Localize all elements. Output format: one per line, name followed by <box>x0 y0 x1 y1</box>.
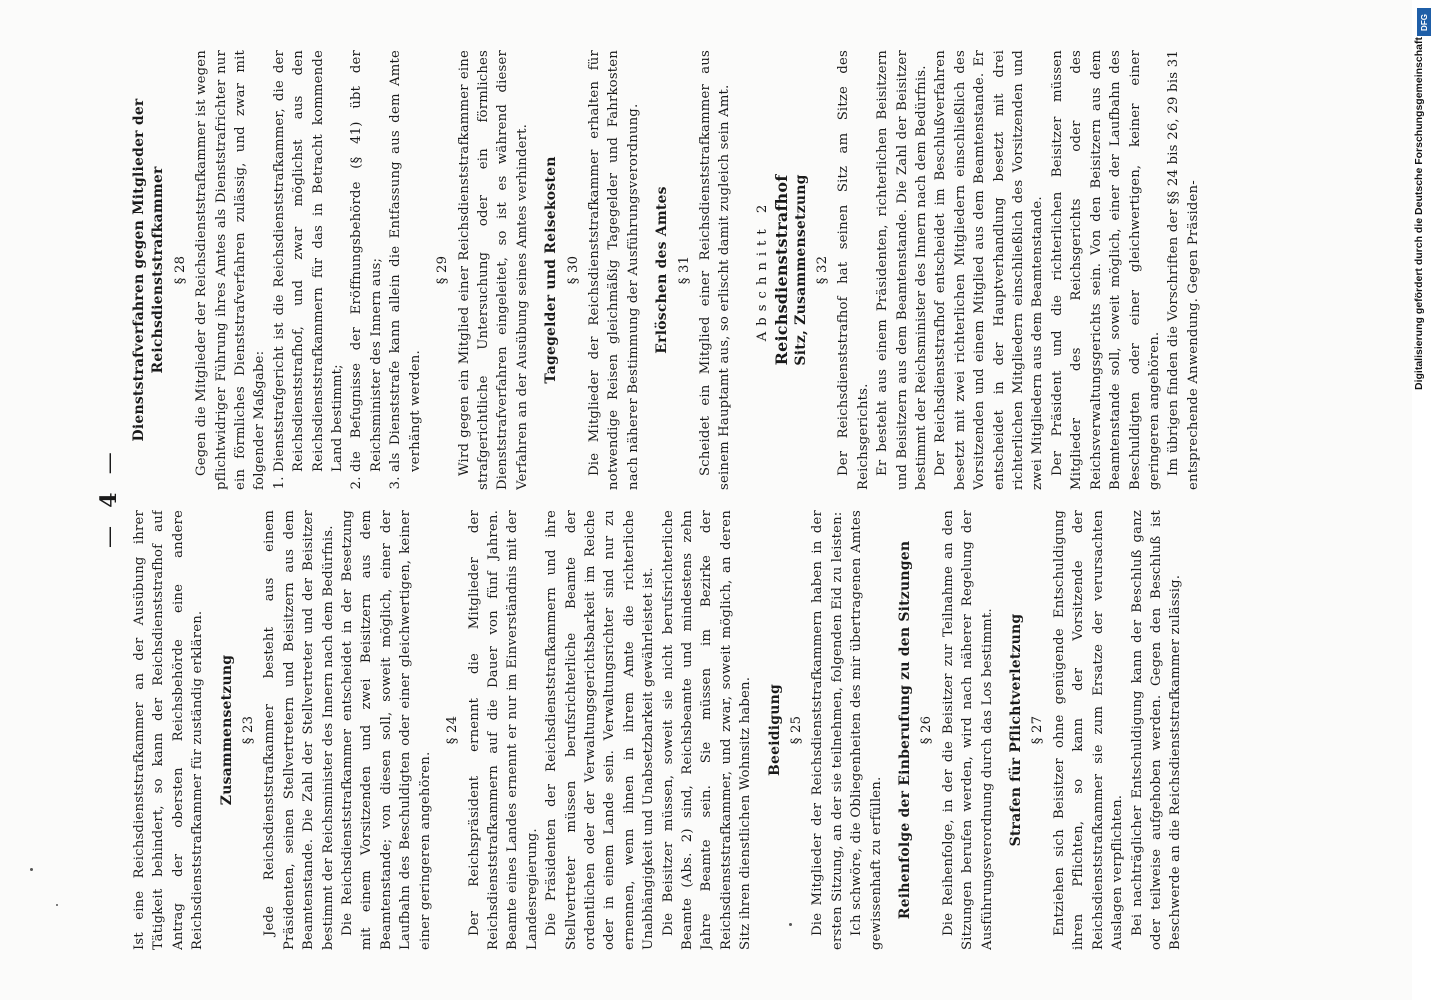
heading-erloeschen: Erlöschen des Amtes <box>654 186 671 354</box>
heading-dienststrafverfahren: Dienststrafverfahren gegen Mitglieder der Reichsdienststrafkammer <box>131 98 167 442</box>
paragraph-23b: Die Reichsdienststrafkammer entscheidet in der Besetzung mit einem Vorsitzenden und zwei Beisitzern aus dem Beamtenstande; von diesen soll, soweit möglich, einer der Laufbahn des Beschuldigten oder einer gleichwertigen, keiner einer geringeren angehören. <box>340 510 433 950</box>
intro-paragraph: Ist eine Reichsdienststrafkammer an der Ausübung ihrer Tätigkeit behindert, so kann der Reichsdienststrafhof auf Antrag der obersten Reichsbehörde eine andere Reichsdienststrafkammer für zuständig erklären. <box>132 510 206 950</box>
column-left <box>130 510 1300 950</box>
scan-speck <box>56 904 58 906</box>
list-item: 1. Dienststrafgericht ist die Reichsdienststrafkammer, die der Reichsdienststrafhof, und zwar möglichst aus den Reichsdienststrafkammern für das in Betracht kommende Land bestimmt; <box>270 50 348 472</box>
list-28 <box>270 50 425 490</box>
paragraph-26: Die Reihenfolge, in der die Beisitzer zur Teilnahme an den Sitzungen berufen werden, wird nach näherer Regelung der Ausführungsverordnung durch das Los bestimmt. <box>940 510 995 950</box>
paragraph-30: Die Mitglieder der Reichsdienststrafkammer erhalten für notwendige Reisen gleichmäßig Tagegelder und Fahrkosten nach näherer Bestimmung der Ausführungsverordnung. <box>586 50 641 490</box>
column-right <box>130 50 1300 490</box>
header-dash-left: — <box>97 525 122 548</box>
paragraph-32b: Er besteht aus einem Präsidenten, richterlichen Beisitzern und Beisitzern aus dem Beamtenstande. Die Zahl der Beisitzer bestimmt der Reichsminister des Innern nach dem Bedürfnis. <box>875 50 930 490</box>
paragraph-24b: Die Präsidenten der Reichsdienststrafkammern und ihre Stellvertreter müssen berufsrichterliche Beamte der ordentlichen oder der Verwaltungsgerichtsbarkeit im Reiche oder in einem Lande sein. Verwaltungsrichter sind nur zu ernennen, wenn ihnen in ihrem Amte die richterliche Unabhängigkeit und Unabsetzbarkeit gewährleistet ist. <box>544 510 657 950</box>
paragraph-32a: Der Reichsdienststrafhof hat seinen Sitz am Sitze des Reichsgerichts. <box>836 50 871 490</box>
abschnitt-label: Abschnitt 2 <box>754 198 770 342</box>
heading-tagegelder: Tagegelder und Reisekosten <box>543 156 560 384</box>
heading-reichsdienststrafhof: Reichsdienststrafhof <box>772 174 792 366</box>
list-item: 2. die Befugnisse der Eröffnungsbehörde (§ 41) übt der Reichsminister des Innern aus; <box>347 50 386 472</box>
section-30: § 30 <box>565 255 581 285</box>
section-29: § 29 <box>435 255 451 285</box>
section-23: § 23 <box>241 715 257 745</box>
section-24: § 24 <box>445 715 461 745</box>
paragraph-32d: Der Präsident und die richterlichen Beisitzer müssen Mitglieder des Reichsgerichts oder des Reichsverwaltungsgerichts sein. Von den Beisitzern aus dem Beamtenstande soll, soweit möglich, einer der Laufbahn des Beschuldigten oder einer gleichwertigen, keiner einer geringeren angehören. <box>1049 50 1162 490</box>
scan-speck <box>789 923 792 926</box>
list-item: 3. als Dienststrafe kann allein die Entfassung aus dem Amte verhängt werden. <box>386 50 425 472</box>
heading-strafen: Strafen für Pflichtverletzung <box>1008 613 1025 847</box>
paragraph-31: Scheidet ein Mitglied einer Reichsdienststrafkammer aus seinem Hauptamt aus, so erlischt damit zugleich sein Amt. <box>697 50 733 490</box>
section-28: § 28 <box>172 255 188 285</box>
paragraph-32e: Im übrigen finden die Vorschriften der §§ 24 bis 26, 29 bis 31 entsprechende Anwendung. Gegen Präsiden- <box>1166 50 1201 490</box>
dfg-logo: DFG <box>1417 8 1431 36</box>
section-31: § 31 <box>676 255 692 285</box>
digitization-credit: Digitalisierung gefördert durch die Deutsche Forschungsgemeinschaft <box>1413 37 1425 390</box>
header-dash-right: — <box>97 452 122 475</box>
paragraph-23a: Jede Reichsdienststrafkammer besteht aus einem Präsidenten, seinen Stellvertretern und Beisitzern aus dem Beamtenstande. Die Zahl der Stellvertreter und der Beisitzer bestimmt der Reichsminister des Innern nach dem Bedürfnis. <box>262 510 336 950</box>
rotated-page <box>70 0 1310 1000</box>
heading-sitz: Sitz, Zusammensetzung <box>792 174 809 366</box>
paragraph-25a: Die Mitglieder der Reichsdienststrafkammern haben in der ersten Sitzung, an der sie teilnehmen, folgenden Eid zu leisten: <box>810 510 845 950</box>
section-25: § 25 <box>789 715 804 745</box>
heading-zusammensetzung: Zusammensetzung <box>218 654 235 806</box>
section-26: § 26 <box>919 715 935 745</box>
paragraph-28: Gegen die Mitglieder der Reichsdienststrafkammer ist wegen pflichtwidriger Führung ihres Amtes als Dienststrafrichter nur ein förmliches Dienststrafverfahren zulässig, und zwar mit folgender Maßgabe: <box>194 50 268 490</box>
page-header <box>96 50 126 950</box>
paragraph-24a: Der Reichspräsident ernennt die Mitglieder der Reichsdienststrafkammern auf die Dauer von fünf Jahren. Beamte eines Landes ernennt er nur im Einverständnis mit der Landesregierung. <box>466 510 540 950</box>
paragraph-29: Wird gegen ein Mitglied einer Reichsdienststrafkammer eine strafgerichtliche Untersuchung oder ein förmliches Dienststrafverfahren eingeleitet, so ist es während dieser Verfahren an der Ausübung seines Amtes verhindert. <box>456 50 530 490</box>
page-number: 4 <box>96 492 122 508</box>
paragraph-27b: Bei nachträglicher Entschuldigung kann der Beschluß ganz oder teilweise aufgehoben werden. Gegen den Beschluß ist Beschwerde an die Reichsdienststrafkammer zulässig. <box>1129 510 1184 950</box>
paragraph-27a: Entziehen sich Beisitzer ohne genügende Entschuldigung ihren Pflichten, so kann der Vorsitzende der Reichsdienststrafkammer sie zum Ersatze der verursachten Auslagen verpflichten. <box>1051 510 1126 950</box>
heading-beeidigung: Beeidigung <box>766 684 783 777</box>
heading-reihenfolge: Reihenfolge der Einberufung zu den Sitzungen <box>897 540 914 920</box>
paragraph-32c: Der Reichsdienststrafhof entscheidet im Beschlußverfahren besetzt mit zwei richterlichen Mitgliedern einschließlich des Vorsitzenden und einem Mitglied aus dem Beamtenstande. Er entscheidet in der Hauptverhandlung besetzt mit drei richterlichen Mitgliedern einschließlich des Vorsitzenden und zwei Mitgliedern aus dem Beamtenstande. <box>933 50 1046 490</box>
section-27: § 27 <box>1030 715 1046 745</box>
scan-speck <box>30 868 33 871</box>
paragraph-24c: Die Beisitzer müssen, soweit sie nicht berufsrichterliche Beamte (Abs. 2) sind, Reichsbeamte und mindestens zehn Jahre Beamte sein. Sie müssen im Bezirke der Reichsdienststrafkammer, und zwar, soweit möglich, an deren Sitz ihren dienstlichen Wohnsitz haben. <box>660 510 754 950</box>
paragraph-25b: Ich schwöre, die Obliegenheiten des mir übertragenen Amtes gewissenhaft zu erfüllen. <box>849 510 884 950</box>
digitization-sidebar <box>1412 0 1434 1000</box>
section-32: § 32 <box>815 255 830 285</box>
